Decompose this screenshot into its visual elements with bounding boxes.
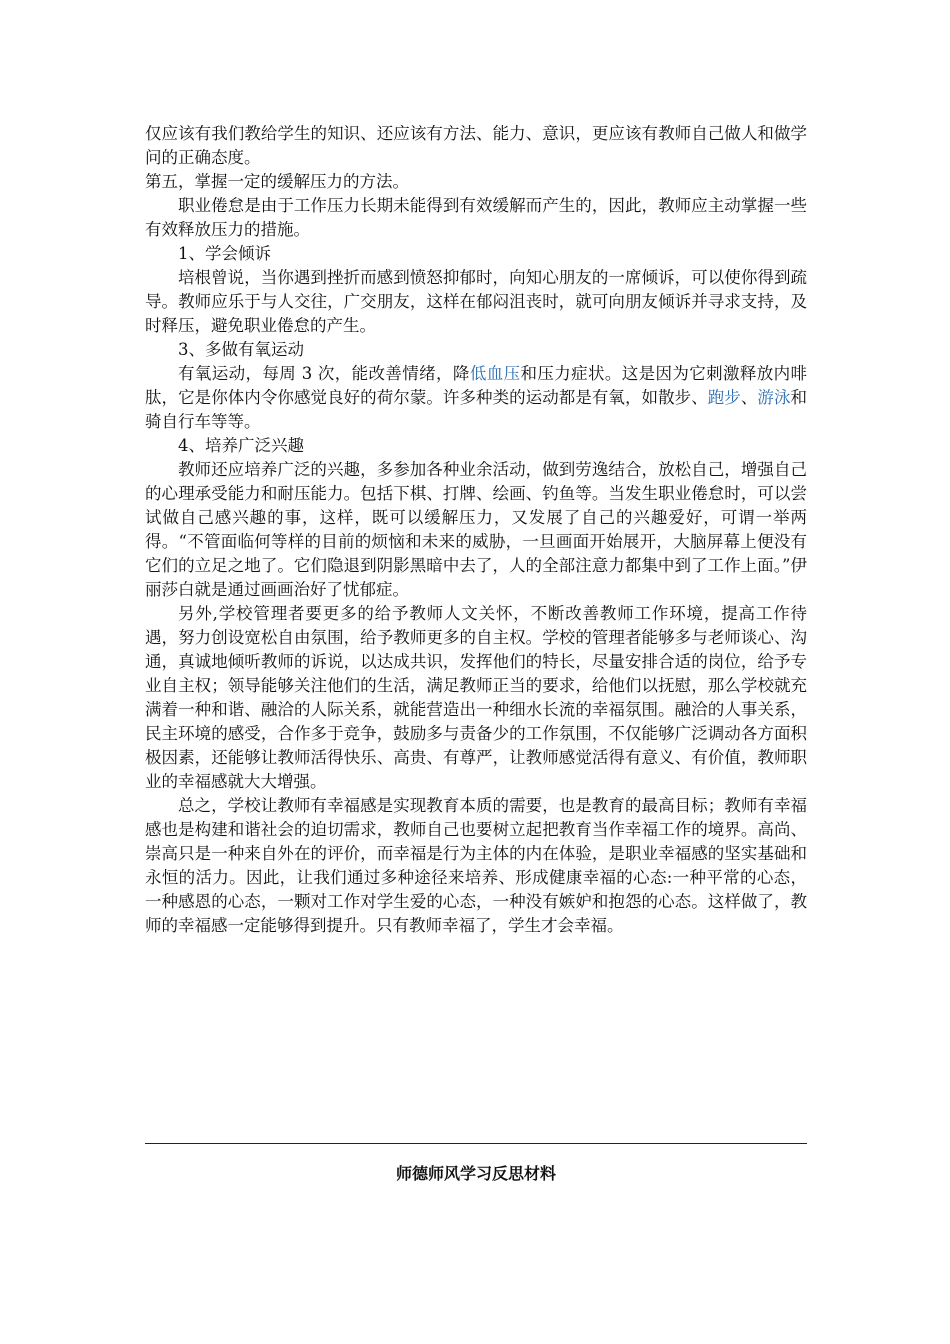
link-running[interactable]: 跑步 [707, 388, 741, 407]
link-low-blood-pressure[interactable]: 低血压 [469, 364, 521, 383]
paragraph-conclusion: 总之，学校让教师有幸福感是实现教育本质的需要，也是教育的最高目标；教师有幸福感也是构建和谐社会的迫切需求，教师自己也要树立起把教育当作幸福工作的境界。高尚、崇高只是一种来自外在的评价，而幸福是行为主体的内在体验，是职业幸福感的坚实基础和永恒的活力。因此，让我们通过多种途径来培养、形成健康幸福的心态:一种平常的心态，一种感恩的心态，一颗对工作对学生爱的心态，一种没有嫉妒和抱怨的心态。这样做了，教师的幸福感一定能够得到提升。只有教师幸福了，学生才会幸福。 [145, 796, 807, 935]
paragraph-continuation: 仅应该有我们教给学生的知识、还应该有方法、能力、意识，更应该有教师自己做人和做学问的正确态度。 [145, 124, 807, 167]
paragraph-interests: 教师还应培养广泛的兴趣，多参加各种业余活动，做到劳逸结合，放松自己，增强自己的心理承受能力和耐压能力。包括下棋、打牌、绘画、钓鱼等。当发生职业倦怠时，可以尝试做自己感兴趣的事，这样，既可以缓解压力，又发展了自己的兴趣爱好，可谓一举两得。“不管面临何等样的目前的烦恼和未来的威胁，一旦画面开始展开，大脑屏幕上便没有它们的立足之地了。它们隐退到阴影黑暗中去了，人的全部注意力都集中到了工作上面。”伊丽莎白就是通过画画治好了忧郁症。 [145, 460, 807, 599]
section-heading-fifth: 第五，掌握一定的缓解压力的方法。 [145, 172, 409, 191]
subheading-interests: 4、培养广泛兴趣 [178, 436, 304, 455]
paragraph-burnout-intro: 职业倦怠是由于工作压力长期未能得到有效缓解而产生的，因此，教师应主动掌握一些有效释放压力的措施。 [145, 196, 807, 239]
aerobic-text-2: 和压力症状。这是因为它刺激释放内啡肽，它是你体内令你感觉良好的荷尔蒙。许多种类的运动都是有氧，如散步、 [145, 364, 808, 407]
aerobic-text-1: 有氧运动，每周 3 次，能改善情绪，降 [178, 364, 470, 383]
footer-title: 师德师风学习反思材料 [395, 1164, 556, 1183]
subheading-aerobic: 3、多做有氧运动 [178, 340, 304, 359]
paragraph-confide: 培根曾说，当你遇到挫折而感到愤怒抑郁时，向知心朋友的一席倾诉，可以使你得到疏导。教师应乐于与人交往，广交朋友，这样在郁闷沮丧时，就可向朋友倾诉并寻求支持，及时释压，避免职业倦怠的产生。 [145, 268, 807, 335]
subheading-confide: 1、学会倾诉 [178, 244, 271, 263]
paragraph-aerobic [145, 362, 807, 434]
link-swimming[interactable]: 游泳 [757, 388, 791, 407]
aerobic-text-4: 和骑自行车等等。 [145, 388, 808, 431]
aerobic-text-3: 、 [740, 388, 758, 407]
document-body [145, 122, 807, 938]
footer-divider [145, 1143, 807, 1144]
paragraph-management: 另外,学校管理者要更多的给予教师人文关怀，不断改善教师工作环境，提高工作待遇，努力创设宽松自由氛围，给予教师更多的自主权。学校的管理者能够多与老师谈心、沟通，真诚地倾听教师的诉说，以达成共识，发挥他们的特长，尽量安排合适的岗位，给予专业自主权；领导能够关注他们的生活，满足教师正当的要求，给他们以抚慰，那么学校就充满着一种和谐、融洽的人际关系，就能营造出一种细水长流的幸福氛围。融洽的人事关系，民主环境的感受，合作多于竞争，鼓励多与责备少的工作氛围，不仅能够广泛调动各方面积极因素，还能够让教师活得快乐、高贵、有尊严，让教师感觉活得有意义、有价值，教师职业的幸福感就大大增强。 [145, 604, 807, 791]
